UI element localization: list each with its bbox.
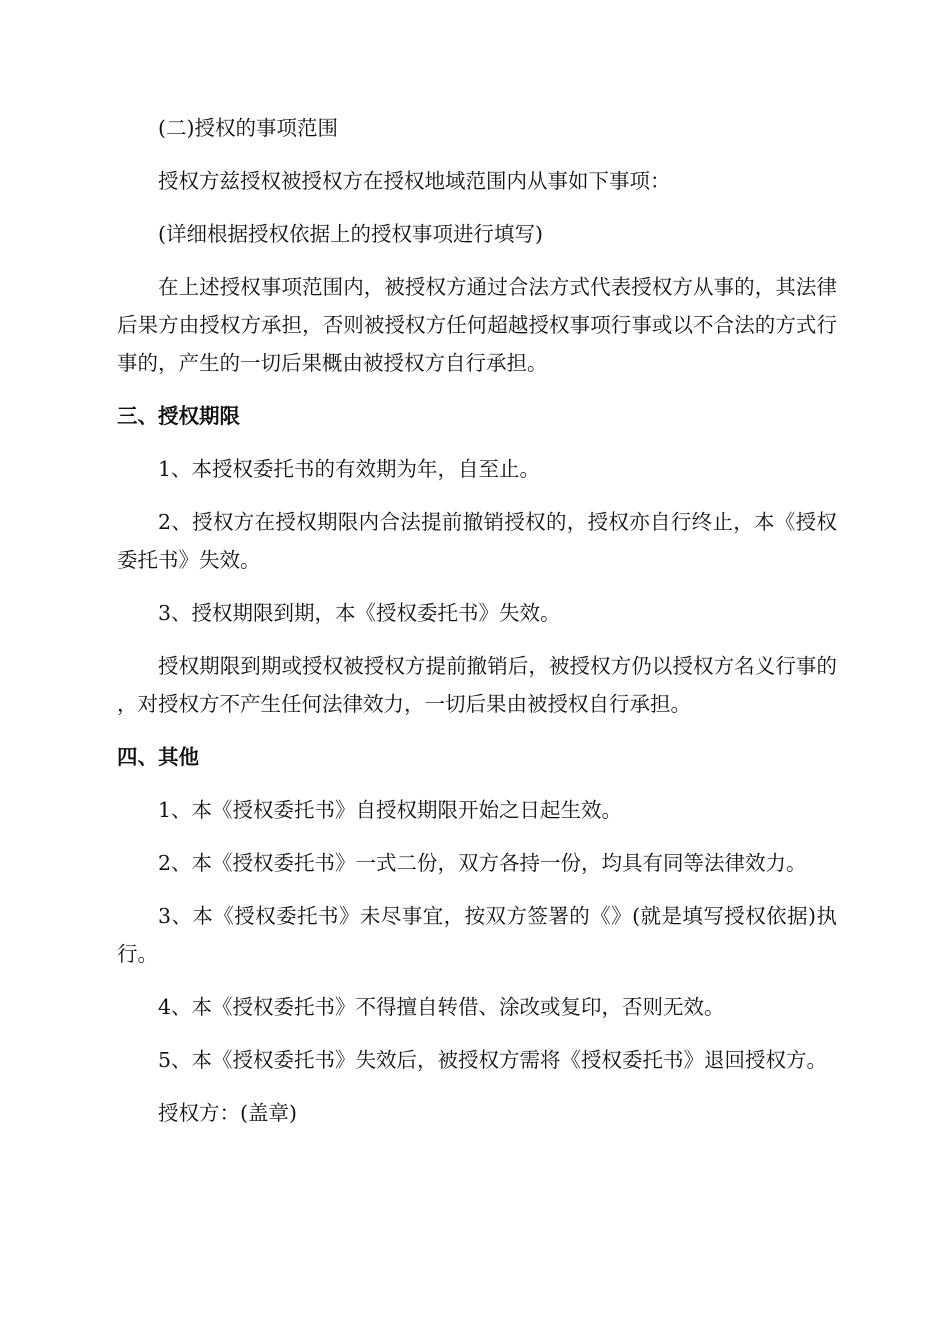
other-item-2: 2、本《授权委托书》一式二份，双方各持一份，均具有同等法律效力。 — [158, 851, 807, 875]
other-item-4: 4、本《授权委托书》不得擅自转借、涂改或复印，否则无效。 — [158, 995, 725, 1019]
other-item-1: 1、本《授权委托书》自授权期限开始之日起生效。 — [158, 798, 623, 822]
document-page — [117, 109, 837, 1147]
term-item-2: 2、授权方在授权期限内合法提前撤销授权的，授权亦自行终止，本《授权委托书》失效。 — [117, 510, 837, 572]
term-expiry-note: 授权期限到期或授权被授权方提前撤销后，被授权方仍以授权方名义行事的，对授权方不产生任何法律效力，一切后果由被授权自行承担。 — [117, 654, 837, 716]
section-3-heading: 三、授权期限 — [117, 404, 240, 428]
signature-line: 授权方：(盖章) — [158, 1101, 297, 1125]
matters-note: (详细根据授权依据上的授权事项进行填写) — [158, 222, 543, 246]
term-item-1: 1、本授权委托书的有效期为年，自至止。 — [158, 457, 541, 481]
term-item-3: 3、授权期限到期，本《授权委托书》失效。 — [158, 601, 561, 625]
other-item-5: 5、本《授权委托书》失效后，被授权方需将《授权委托书》退回授权方。 — [158, 1048, 828, 1072]
matters-intro: 授权方兹授权被授权方在授权地域范围内从事如下事项： — [158, 169, 671, 193]
section-4-heading: 四、其他 — [117, 745, 199, 769]
section-2-subtitle: (二)授权的事项范围 — [158, 116, 338, 140]
matters-liability: 在上述授权事项范围内，被授权方通过合法方式代表授权方从事的，其法律后果方由授权方承担，否则被授权方任何超越授权事项行事或以不合法的方式行事的，产生的一切后果概由被授权方自行承担。 — [117, 275, 837, 375]
other-item-3: 3、本《授权委托书》未尽事宜，按双方签署的《》(就是填写授权依据)执行。 — [117, 904, 837, 966]
